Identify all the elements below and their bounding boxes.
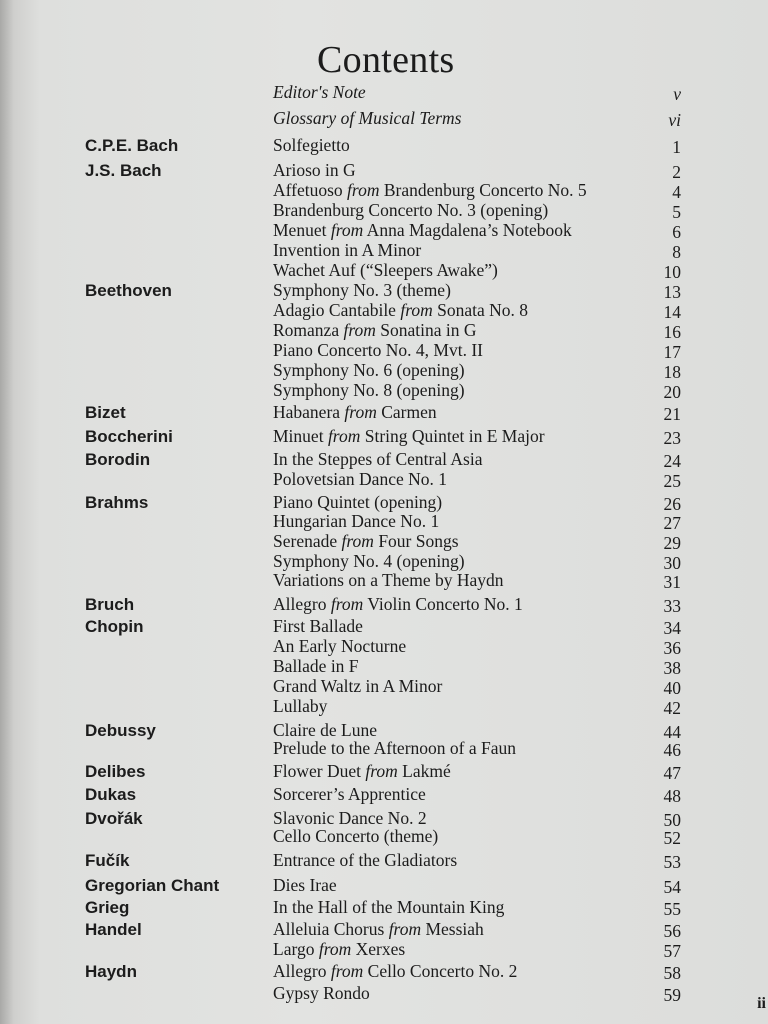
- toc-entry: [0, 656, 768, 678]
- title-text: String Quintet in E Major: [360, 426, 545, 446]
- title-italic: from: [343, 320, 376, 340]
- entry-title: [273, 919, 484, 940]
- entry-title: [273, 160, 356, 181]
- composer-name: Fučík: [85, 851, 130, 870]
- toc-entry: [0, 380, 768, 402]
- toc-entry: [0, 220, 768, 242]
- entry-page: 52: [663, 828, 681, 848]
- entry-page: 25: [663, 471, 681, 491]
- entry-title: [273, 340, 483, 361]
- entry-page: 31: [663, 572, 681, 592]
- title-text: Habanera: [273, 402, 345, 422]
- title-text: Menuet: [273, 220, 331, 240]
- entry-title: [273, 511, 439, 532]
- title-text: Symphony No. 3 (theme): [273, 280, 451, 300]
- title-text: Prelude to the Afternoon of a Faun: [273, 738, 517, 758]
- entry-title: [273, 449, 482, 470]
- entry-title: [273, 180, 587, 201]
- entry-title: [273, 300, 528, 321]
- page-number: ii: [757, 995, 766, 1012]
- title-text: Four Songs: [373, 531, 459, 551]
- entry-page: 14: [663, 302, 681, 322]
- entry-title: [273, 696, 327, 717]
- title-italic: from: [318, 939, 352, 959]
- title-text: Flower Duet: [273, 761, 366, 781]
- front-matter-entry: [0, 82, 768, 104]
- toc-entry: [0, 616, 768, 638]
- entry-page: 55: [663, 899, 681, 919]
- composer-name: Gregorian Chant: [85, 876, 220, 895]
- entry-title: [273, 636, 406, 657]
- entry-page: 46: [663, 740, 681, 760]
- title-text: Cello Concerto (theme): [273, 826, 439, 846]
- entry-title: [273, 220, 572, 241]
- toc-entry: [0, 340, 768, 362]
- entry-title: [273, 594, 523, 615]
- entry-title: [273, 492, 442, 513]
- toc-entry: [0, 983, 768, 1005]
- title-text: Solfegietto: [273, 135, 350, 155]
- toc-entry: [0, 919, 768, 941]
- composer-name: Bruch: [85, 595, 135, 614]
- composer-name: Bizet: [85, 403, 126, 422]
- entry-title: [273, 784, 426, 805]
- composer-name: Brahms: [85, 493, 149, 512]
- page-title: Contents: [317, 39, 455, 81]
- toc-entry: [0, 160, 768, 182]
- composer-name: Boccherini: [85, 427, 173, 446]
- toc-entry: [0, 449, 768, 471]
- title-italic: from: [347, 180, 380, 200]
- toc-entry: [0, 402, 768, 424]
- composer-name: C.P.E. Bach: [85, 136, 179, 155]
- entry-title: Editor's Note: [273, 82, 366, 102]
- entry-title: [273, 531, 459, 552]
- toc-entry: [0, 594, 768, 616]
- entry-page: 34: [663, 618, 681, 638]
- entry-page: 56: [663, 921, 681, 941]
- entry-page: 13: [663, 282, 681, 302]
- title-text: In the Steppes of Central Asia: [273, 449, 483, 469]
- toc-entry: [0, 300, 768, 322]
- title-text: Slavonic Dance No. 2: [273, 808, 427, 828]
- entry-title: [273, 360, 465, 381]
- entry-title: [273, 850, 457, 871]
- entry-page: 33: [663, 596, 681, 616]
- title-italic: from: [330, 220, 364, 240]
- entry-page: 29: [663, 533, 681, 553]
- entry-page: 47: [663, 763, 681, 783]
- entry-page: 4: [672, 182, 681, 202]
- composer-name: Borodin: [85, 450, 151, 469]
- toc-entry: [0, 784, 768, 806]
- entry-title: [273, 280, 451, 301]
- entry-page: 18: [663, 362, 681, 382]
- title-text: Serenade: [273, 531, 342, 551]
- title-text: Arioso in G: [273, 160, 356, 180]
- entry-page: 44: [663, 722, 681, 742]
- entry-page: 58: [663, 963, 681, 983]
- title-italic: from: [327, 426, 361, 446]
- title-text: Sorcerer’s Apprentice: [273, 784, 426, 804]
- toc-entry: [0, 469, 768, 491]
- toc-entry: [0, 511, 768, 533]
- toc-entry: [0, 696, 768, 718]
- entry-title: [273, 897, 504, 918]
- composer-name: Dukas: [85, 785, 137, 804]
- entry-page: 27: [663, 513, 681, 533]
- title-text: Anna Magdalena’s Notebook: [363, 220, 572, 240]
- title-italic: from: [388, 919, 422, 939]
- entry-title: [273, 469, 447, 490]
- title-text: Polovetsian Dance No. 1: [273, 469, 447, 489]
- title-italic: from: [330, 961, 364, 981]
- title-text: Symphony No. 6 (opening): [273, 360, 465, 380]
- composer-name: Delibes: [85, 762, 146, 781]
- title-text: Lullaby: [273, 696, 328, 716]
- entry-title: [273, 875, 337, 896]
- title-italic: from: [344, 402, 377, 422]
- title-text: Sonatina in G: [375, 320, 477, 340]
- composer-name: J.S. Bach: [85, 161, 162, 180]
- toc-entry: [0, 320, 768, 342]
- title-text: Violin Concerto No. 1: [363, 594, 523, 614]
- entry-title: [273, 380, 465, 401]
- front-matter-entry: [0, 108, 768, 130]
- toc-entry: [0, 240, 768, 262]
- title-text: Carmen: [376, 402, 437, 422]
- entry-page: 16: [663, 322, 681, 342]
- title-text: Lakmé: [397, 761, 451, 781]
- toc-entry: [0, 897, 768, 919]
- entry-title: [273, 961, 517, 982]
- title-text: Symphony No. 4 (opening): [273, 551, 465, 571]
- title-text: Dies Irae: [273, 875, 337, 895]
- title-text: First Ballade: [273, 616, 363, 636]
- toc-entry: [0, 761, 768, 783]
- title-text: Minuet: [273, 426, 328, 446]
- title-text: Claire de Lune: [273, 720, 377, 740]
- entry-page: 8: [672, 242, 681, 262]
- title-text: Piano Quintet (opening): [273, 492, 443, 512]
- toc-entry: [0, 570, 768, 592]
- title-text: Alleluia Chorus: [273, 919, 389, 939]
- toc-entry: [0, 875, 768, 897]
- composer-name: Handel: [85, 920, 142, 939]
- entry-title: [273, 260, 498, 281]
- entry-title: [273, 320, 477, 341]
- entry-title: [273, 200, 548, 221]
- toc-entry: [0, 738, 768, 760]
- title-text: Grand Waltz in A Minor: [273, 676, 443, 696]
- entry-title: [273, 738, 516, 759]
- toc-entry: [0, 636, 768, 658]
- entry-page: 10: [663, 262, 681, 282]
- title-text: Allegro: [273, 594, 331, 614]
- entry-title: [273, 939, 405, 960]
- entry-page: 53: [663, 852, 681, 872]
- title-text: Entrance of the Gladiators: [273, 850, 458, 870]
- title-text: Brandenburg Concerto No. 5: [379, 180, 587, 200]
- entry-title: [273, 426, 545, 447]
- entry-page: 36: [663, 638, 681, 658]
- toc-entry: [0, 826, 768, 848]
- entry-page: 24: [663, 451, 681, 471]
- title-text: An Early Nocturne: [273, 636, 407, 656]
- toc-entry: [0, 260, 768, 282]
- toc-entry: [0, 200, 768, 222]
- title-text: Variations on a Theme by Haydn: [273, 570, 504, 590]
- entry-page: v: [673, 84, 681, 104]
- title-text: Allegro: [273, 961, 331, 981]
- entry-page: 23: [663, 428, 681, 448]
- entry-title: [273, 616, 363, 637]
- entry-page: 1: [672, 137, 681, 157]
- entry-title: [273, 983, 370, 1004]
- entry-title: [273, 761, 451, 782]
- entry-page: 2: [672, 162, 681, 182]
- entry-title: [273, 826, 438, 847]
- title-italic: from: [330, 594, 364, 614]
- entry-page: 54: [663, 877, 681, 897]
- composer-name: Grieg: [85, 898, 130, 917]
- entry-title: [273, 676, 442, 697]
- title-text: Ballade in F: [273, 656, 359, 676]
- composer-name: Chopin: [85, 617, 144, 636]
- toc-entry: [0, 939, 768, 961]
- title-text: Adagio Cantabile: [273, 300, 401, 320]
- toc-entry: [0, 135, 768, 157]
- title-italic: from: [400, 300, 433, 320]
- title-italic: from: [341, 531, 374, 551]
- entry-title: [273, 656, 359, 677]
- toc-entry: [0, 676, 768, 698]
- composer-name: Debussy: [85, 721, 156, 740]
- title-text: Sonata No. 8: [432, 300, 529, 320]
- entry-page: 30: [663, 553, 681, 573]
- toc-entry: [0, 360, 768, 382]
- entry-title: [273, 570, 504, 591]
- entry-page: 20: [663, 382, 681, 402]
- title-text: Affetuoso: [273, 180, 348, 200]
- entry-page: vi: [668, 110, 681, 130]
- title-text: Symphony No. 8 (opening): [273, 380, 465, 400]
- title-text: Brandenburg Concerto No. 3 (opening): [273, 200, 549, 220]
- title-text: Gypsy Rondo: [273, 983, 370, 1003]
- title-text: Piano Concerto No. 4, Mvt. II: [273, 340, 483, 360]
- toc-entry: [0, 426, 768, 448]
- entry-title: [273, 240, 421, 261]
- entry-page: 50: [663, 810, 681, 830]
- title-text: Romanza: [273, 320, 344, 340]
- title-text: Messiah: [421, 919, 484, 939]
- toc-entry: [0, 961, 768, 983]
- composer-name: Haydn: [85, 962, 137, 981]
- entry-page: 42: [663, 698, 681, 718]
- toc-entry: [0, 180, 768, 202]
- entry-page: 59: [663, 985, 681, 1005]
- entry-page: 48: [663, 786, 681, 806]
- title-text: Largo: [273, 939, 319, 959]
- title-text: Wachet Auf (“Sleepers Awake”): [273, 260, 498, 280]
- entry-page: 17: [663, 342, 681, 362]
- entry-page: 38: [663, 658, 681, 678]
- entry-page: 21: [663, 404, 681, 424]
- title-text: Xerxes: [351, 939, 406, 959]
- entry-title: [273, 402, 437, 423]
- toc-entry: [0, 531, 768, 553]
- toc-entry: [0, 280, 768, 302]
- composer-name: Dvořák: [85, 809, 143, 828]
- composer-name: Beethoven: [85, 281, 172, 300]
- toc-entry: [0, 850, 768, 872]
- entry-page: 5: [672, 202, 681, 222]
- entry-title: [273, 551, 465, 572]
- title-text: In the Hall of the Mountain King: [273, 897, 505, 917]
- entry-title: [273, 135, 350, 156]
- title-text: Invention in A Minor: [273, 240, 422, 260]
- entry-page: 57: [663, 941, 681, 961]
- title-italic: from: [365, 761, 398, 781]
- entry-page: 26: [663, 494, 681, 514]
- entry-page: 40: [663, 678, 681, 698]
- entry-page: 6: [672, 222, 681, 242]
- entry-title: Glossary of Musical Terms: [273, 108, 462, 128]
- title-text: Cello Concerto No. 2: [363, 961, 518, 981]
- title-text: Hungarian Dance No. 1: [273, 511, 440, 531]
